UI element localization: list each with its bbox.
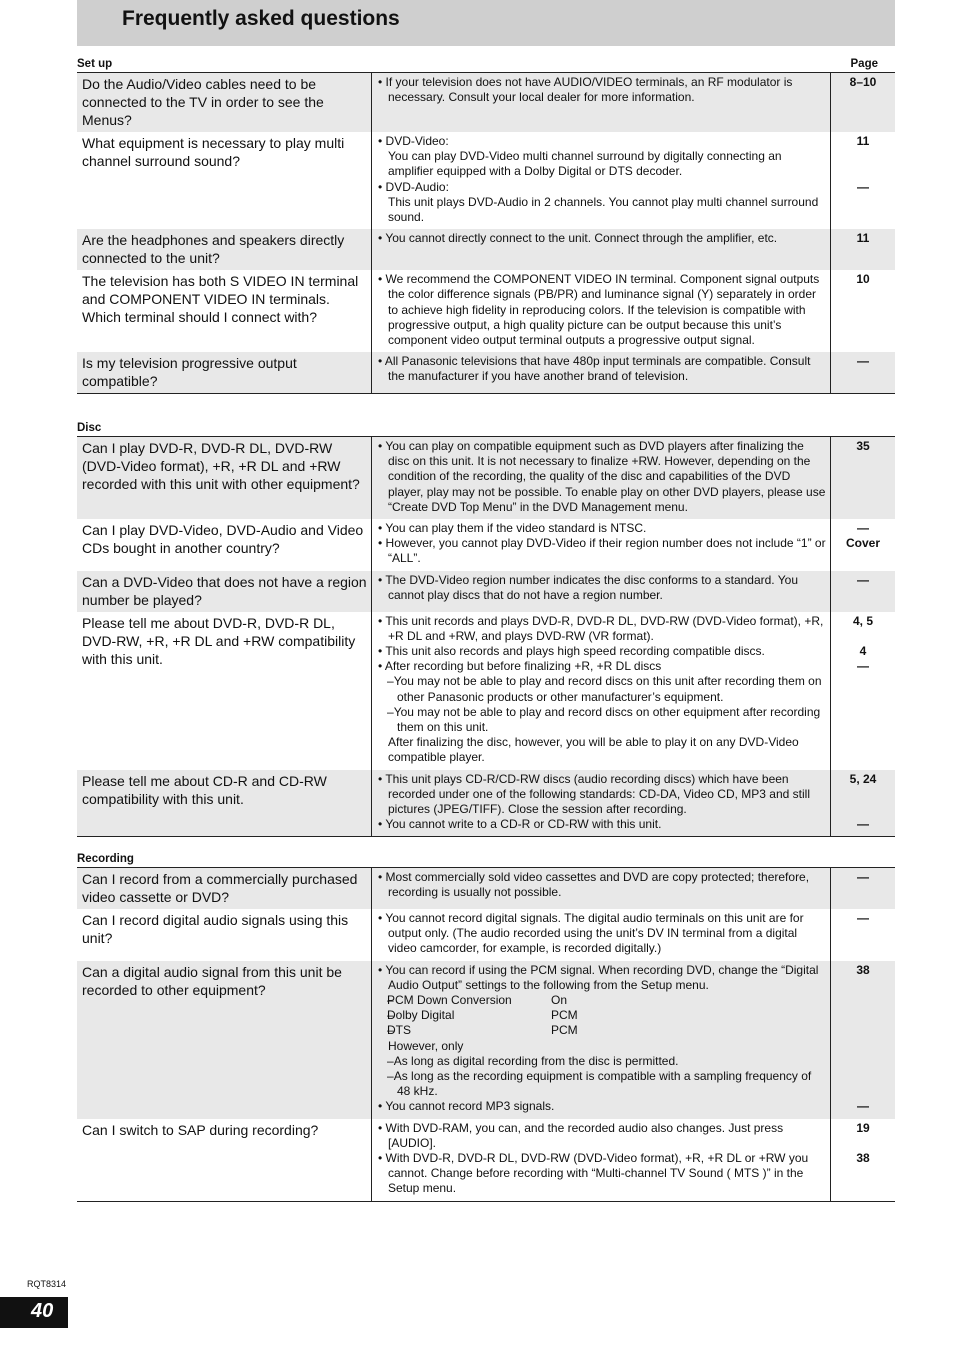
answer-bullet: • After recording but before finalizing +R, +R DL discs xyxy=(378,659,826,674)
faq-page-ref xyxy=(831,1119,895,1201)
setting-name: – PCM Down Conversion xyxy=(387,993,512,1008)
faq-page-ref xyxy=(831,270,895,352)
page-ref-line xyxy=(831,1008,895,1023)
faq-page-ref xyxy=(831,868,895,909)
setting-value: On xyxy=(551,993,568,1008)
faq-answer xyxy=(372,519,831,571)
page-ref-line xyxy=(831,1069,895,1084)
faq-answer xyxy=(372,352,831,393)
answer-dash-item: – You may not be able to play and record discs on other equipment after recording them on this unit. xyxy=(378,705,826,735)
faq-answer xyxy=(372,961,831,1119)
faq-question: Is my television progressive output compatible? xyxy=(77,352,372,393)
section-title: Set up xyxy=(77,58,113,70)
answer-bullet: • This unit also records and plays high speed recording compatible discs. xyxy=(378,644,826,659)
setting-row xyxy=(378,1023,826,1038)
answer-bullet: • This unit plays CD-R/CD-RW discs (audio recording discs) which have been recorded under one of the following standards: CD-DA, Video CD, MP3 and still pictures (JPEG/TIFF). Close the session after recording. xyxy=(378,772,826,818)
faq-row xyxy=(77,1119,895,1201)
page-ref-line xyxy=(831,1136,895,1151)
faq-page-ref xyxy=(831,519,895,571)
page-ref-line: 4 xyxy=(859,644,867,659)
faq-row xyxy=(77,229,895,270)
faq-answer xyxy=(372,270,831,352)
faq-row xyxy=(77,961,895,1119)
faq-table xyxy=(77,436,895,837)
page-ref-line: — xyxy=(857,817,869,832)
faq-question: Can a digital audio signal from this unit be recorded to other equipment? xyxy=(77,961,372,1119)
faq-answer xyxy=(372,571,831,612)
page-ref-line: 10 xyxy=(856,272,870,287)
setting-row xyxy=(378,993,826,1008)
page-ref-line: — xyxy=(857,354,869,369)
faq-page-ref xyxy=(831,132,895,229)
setting-name: – Dolby Digital xyxy=(387,1008,455,1023)
faq-page-ref xyxy=(831,73,895,132)
page-ref-line: 11 xyxy=(856,134,870,148)
answer-bullet: • This unit records and plays DVD-R, DVD-R DL, DVD-RW (DVD-Video format), +R, +R DL and +RW, and plays DVD-RW (VR format). xyxy=(378,614,826,644)
answer-dash-item: – As long as the recording equipment is compatible with a sampling frequency of 48 kHz. xyxy=(378,1069,826,1099)
setting-value: PCM xyxy=(551,1008,578,1023)
page-ref-line: — xyxy=(857,870,869,884)
faq-question: Can I switch to SAP during recording? xyxy=(77,1119,372,1201)
page-ref-line xyxy=(831,164,895,179)
faq-answer xyxy=(372,132,831,229)
title-bar xyxy=(77,0,895,46)
setting-value: PCM xyxy=(551,1023,578,1038)
faq-question: Please tell me about DVD-R, DVD-R DL, DVD-RW, +R, +R DL and +RW compatibility with this unit. xyxy=(77,612,372,770)
page-ref-line xyxy=(831,787,895,802)
section-title: Recording xyxy=(77,853,134,865)
faq-question: Are the headphones and speakers directly connected to the unit? xyxy=(77,229,372,270)
faq-table xyxy=(77,867,895,1202)
page-ref-line: 5, 24 xyxy=(849,771,877,786)
answer-bullet: • However, you cannot play DVD-Video if their region number does not include “1” or “ALL”. xyxy=(378,536,826,566)
faq-page-ref xyxy=(831,229,895,270)
page-ref-line: 4, 5 xyxy=(852,613,873,628)
page-number-box xyxy=(0,1297,68,1328)
faq-answer xyxy=(372,909,831,961)
answer-dash-item: – You may not be able to play and record discs on this unit after recording them on other Panasonic products or other manufacturer’s equipment. xyxy=(378,674,826,704)
faq-row xyxy=(77,909,895,961)
faq-row xyxy=(77,270,895,352)
page-ref-line xyxy=(831,1054,895,1069)
answer-bullet: • The DVD-Video region number indicates the disc conforms to a standard. You cannot play discs that do not have a region number. xyxy=(378,573,826,603)
page-ref-line xyxy=(831,629,895,644)
faq-question: Can I play DVD-Video, DVD-Audio and Video CDs bought in another country? xyxy=(77,519,372,571)
answer-bullet: • All Panasonic televisions that have 480p input terminals are compatible. Consult the manufacturer if you have another brand of television. xyxy=(378,354,826,384)
page-ref-line xyxy=(831,1039,895,1054)
page-number: 40 xyxy=(31,1300,54,1322)
answer-bullet: • You cannot write to a CD-R or CD-RW with this unit. xyxy=(378,817,826,832)
faq-answer xyxy=(372,612,831,770)
faq-row xyxy=(77,770,895,837)
page-ref-line: 38 xyxy=(856,962,870,977)
answer-bullet: • You cannot record digital signals. The digital audio terminals on this unit are for output only. (The audio recorded using the unit’s DV IN terminal from a digital video camcorder, for example, is recorded digitally.) xyxy=(378,911,826,957)
page-ref-line: 38 xyxy=(856,1151,870,1166)
faq-page-ref xyxy=(831,961,895,1119)
document-code: RQT8314 xyxy=(27,1279,67,1289)
faq-page-ref xyxy=(831,909,895,961)
faq-row xyxy=(77,612,895,770)
page-ref-line: 35 xyxy=(856,439,870,453)
faq-row xyxy=(77,868,895,909)
faq-question: What equipment is necessary to play multi channel surround sound? xyxy=(77,132,372,229)
answer-bullet: • You cannot record MP3 signals. xyxy=(378,1099,826,1114)
faq-question: Do the Audio/Video cables need to be connected to the TV in order to see the Menus? xyxy=(77,73,372,132)
faq-page-ref xyxy=(831,352,895,393)
faq-page-ref xyxy=(831,770,895,837)
setting-row xyxy=(378,1008,826,1023)
answer-bullet: • You cannot directly connect to the unit. Connect through the amplifier, etc. xyxy=(378,231,826,246)
answer-bullet: • We recommend the COMPONENT VIDEO IN terminal. Component signal outputs the color difference signals (PB/PR) and luminance signal (Y) separately in order to achieve high fidelity in reproducing colors. If the television is compatible with progressive output, a high quality picture can be output because this unit’s component video output terminal outputs a progressive output signal. xyxy=(378,272,826,348)
page-ref-line: — xyxy=(857,179,869,194)
page-column-label: Page xyxy=(850,58,878,70)
faq-table xyxy=(77,72,895,394)
page-ref-line: — xyxy=(857,1099,869,1114)
page-ref-line xyxy=(831,1023,895,1038)
answer-bullet: • You can record if using the PCM signal. When recording DVD, change the “Digital Audio Output” settings to the following from the Setup menu. xyxy=(378,963,826,993)
faq-row xyxy=(77,571,895,612)
page-ref-line xyxy=(831,802,895,817)
answer-bullet: • If your television does not have AUDIO/VIDEO terminals, an RF modulator is necessary. Consult your local dealer for more information. xyxy=(378,75,826,105)
setting-name: – DTS xyxy=(387,1023,411,1038)
section-setup xyxy=(77,58,895,394)
faq-answer xyxy=(372,437,831,519)
faq-row xyxy=(77,352,895,393)
page-ref-line: — xyxy=(857,572,869,587)
faq-answer xyxy=(372,73,831,132)
page-title: Frequently asked questions xyxy=(122,7,400,30)
faq-question: Can a DVD-Video that does not have a region number be played? xyxy=(77,571,372,612)
answer-text: After finalizing the disc, however, you will be able to play it on any DVD-Video compatible player. xyxy=(388,735,799,765)
faq-answer xyxy=(372,1119,831,1201)
faq-row xyxy=(77,519,895,571)
faq-page-ref xyxy=(831,571,895,612)
faq-question: Can I play DVD-R, DVD-R DL, DVD-RW (DVD-Video format), +R, +R DL and +RW recorded with this unit with other equipment? xyxy=(77,437,372,519)
faq-question: Can I record digital audio signals using this unit? xyxy=(77,909,372,961)
page-ref-line: — xyxy=(857,911,869,925)
page-ref-line xyxy=(831,993,895,1008)
answer-text: However, only xyxy=(388,1038,464,1053)
page-ref-line: 11 xyxy=(856,231,870,246)
answer-bullet: • You can play on compatible equipment such as DVD players after finalizing the disc on this unit. It is not necessary to finalize +RW. However, depending on the condition of the recording, the quality of the disc and capabilities of the DVD player, play may not be possible. To enable play on other DVD players, please use “Create DVD Top Menu” in the DVD Management menu. xyxy=(378,439,826,515)
faq-row xyxy=(77,132,895,229)
page-ref-line: 19 xyxy=(856,1120,870,1135)
section-disc xyxy=(77,422,895,837)
faq-answer xyxy=(372,229,831,270)
page-ref-line: — xyxy=(857,659,869,674)
faq-row xyxy=(77,73,895,132)
answer-bullet: • Most commercially sold video cassettes and DVD are copy protected; therefore, recording is usually not possible. xyxy=(378,870,826,900)
page-ref-line: 8–10 xyxy=(849,75,877,89)
answer-bullet: • DVD-Video: xyxy=(378,134,826,149)
answer-bullet: • With DVD-RAM, you can, and the recorded audio also changes. Just press [AUDIO]. xyxy=(378,1121,826,1151)
page-ref-line xyxy=(831,1084,895,1099)
faq-row xyxy=(77,437,895,519)
answer-text: You can play DVD-Video multi channel surround by digitally connecting an amplifier equipped with a Dolby Digital or DTS decoder. xyxy=(388,149,782,179)
page-ref-line xyxy=(831,149,895,164)
faq-question: Can I record from a commercially purchased video cassette or DVD? xyxy=(77,868,372,909)
faq-answer xyxy=(372,770,831,837)
faq-page-ref xyxy=(831,437,895,519)
answer-bullet: • You can play them if the video standard is NTSC. xyxy=(378,521,826,536)
answer-dash-item: – As long as digital recording from the disc is permitted. xyxy=(378,1054,826,1069)
faq-question: The television has both S VIDEO IN terminal and COMPONENT VIDEO IN terminals. Which terminal should I connect with? xyxy=(77,270,372,352)
page-ref-line xyxy=(831,978,895,993)
page-ref-line: — xyxy=(857,521,869,536)
faq-question: Please tell me about CD-R and CD-RW compatibility with this unit. xyxy=(77,770,372,837)
section-title: Disc xyxy=(77,422,102,434)
faq-answer xyxy=(372,868,831,909)
page-ref-line: Cover xyxy=(845,536,880,551)
answer-bullet: • With DVD-R, DVD-R DL, DVD-RW (DVD-Video format), +R, +R DL or +RW you cannot. Change before recording with “Multi-channel TV Sound ( MTS )” in the Setup menu. xyxy=(378,1151,826,1197)
section-recording xyxy=(77,853,895,1202)
faq-page-ref xyxy=(831,612,895,770)
answer-text: This unit plays DVD-Audio in 2 channels. You cannot play multi channel surround sound. xyxy=(388,194,819,225)
answer-bullet: • DVD-Audio: xyxy=(378,180,826,195)
